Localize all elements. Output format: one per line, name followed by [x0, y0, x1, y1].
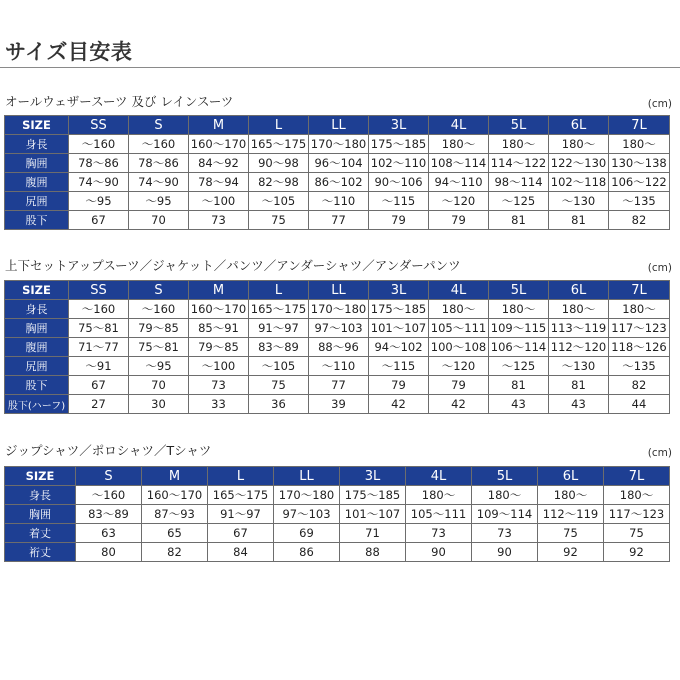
table-cell: ～100: [189, 357, 249, 376]
size-header: S: [129, 281, 189, 300]
size-table-body: [5, 300, 670, 414]
table-cell: ～115: [369, 192, 429, 211]
row-label: 胸囲: [5, 154, 69, 173]
size-corner: SIZE: [5, 467, 76, 486]
table-cell: 180～: [609, 300, 670, 319]
table-cell: 85～91: [189, 319, 249, 338]
table-cell: ～160: [69, 300, 129, 319]
size-header: M: [189, 116, 249, 135]
table-cell: 73: [189, 376, 249, 395]
size-header: L: [249, 281, 309, 300]
table-cell: 79～85: [189, 338, 249, 357]
row-label: 尻囲: [5, 192, 69, 211]
table-cell: 82: [609, 211, 670, 230]
section-title: 上下セットアップスーツ／ジャケット／パンツ／アンダーシャツ／アンダーパンツ: [5, 258, 461, 273]
unit-label: (cm): [647, 447, 672, 459]
size-table: [4, 466, 670, 562]
size-header: 3L: [369, 281, 429, 300]
table-row: [5, 211, 670, 230]
table-cell: 67: [208, 524, 274, 543]
table-cell: 109～115: [489, 319, 549, 338]
unit-label: (cm): [647, 98, 672, 110]
table-cell: 86: [274, 543, 340, 562]
table-cell: 113～119: [549, 319, 609, 338]
table-cell: 83～89: [249, 338, 309, 357]
table-cell: 112～120: [549, 338, 609, 357]
table-cell: 75: [249, 376, 309, 395]
table-cell: 118～126: [609, 338, 670, 357]
table-cell: ～130: [549, 357, 609, 376]
table-cell: 86～102: [309, 173, 369, 192]
table-cell: ～105: [249, 192, 309, 211]
size-header-row: [5, 116, 670, 135]
table-cell: 114～122: [489, 154, 549, 173]
size-table: [4, 280, 670, 414]
table-cell: 97～103: [274, 505, 340, 524]
table-cell: 106～122: [609, 173, 670, 192]
table-cell: 73: [406, 524, 472, 543]
size-header: 5L: [472, 467, 538, 486]
table-cell: 180～: [472, 486, 538, 505]
table-row: [5, 395, 670, 414]
table-row: [5, 338, 670, 357]
table-cell: 90: [472, 543, 538, 562]
table-cell: 165～175: [249, 300, 309, 319]
row-label: 腹囲: [5, 338, 69, 357]
table-cell: 160～170: [189, 135, 249, 154]
table-cell: 180～: [604, 486, 670, 505]
table-cell: 102～118: [549, 173, 609, 192]
table-cell: 180～: [609, 135, 670, 154]
table-cell: 88: [340, 543, 406, 562]
row-label: 身長: [5, 486, 76, 505]
size-header: 6L: [538, 467, 604, 486]
size-header: M: [142, 467, 208, 486]
table-cell: 75: [604, 524, 670, 543]
table-cell: 73: [189, 211, 249, 230]
table-cell: 30: [129, 395, 189, 414]
table-cell: 96～104: [309, 154, 369, 173]
table-cell: 87～93: [142, 505, 208, 524]
table-cell: 180～: [406, 486, 472, 505]
row-label: 身長: [5, 135, 69, 154]
table-row: [5, 543, 670, 562]
size-table: [4, 115, 670, 230]
table-cell: 33: [189, 395, 249, 414]
table-cell: 42: [429, 395, 489, 414]
size-header: 6L: [549, 116, 609, 135]
table-cell: 92: [538, 543, 604, 562]
table-cell: ～120: [429, 192, 489, 211]
table-cell: 75: [538, 524, 604, 543]
size-header: 5L: [489, 281, 549, 300]
table-cell: 79: [369, 376, 429, 395]
size-corner: SIZE: [5, 116, 69, 135]
table-cell: 97～103: [309, 319, 369, 338]
table-cell: 170～180: [309, 300, 369, 319]
section-title: オールウェザースーツ 及び レインスーツ: [5, 94, 234, 109]
size-corner: SIZE: [5, 281, 69, 300]
table-cell: 70: [129, 211, 189, 230]
table-cell: 180～: [429, 135, 489, 154]
table-cell: ～95: [129, 357, 189, 376]
row-label: 股下: [5, 376, 69, 395]
table-cell: 160～170: [189, 300, 249, 319]
table-cell: 75～81: [129, 338, 189, 357]
table-cell: 92: [604, 543, 670, 562]
table-cell: 81: [549, 376, 609, 395]
table-cell: 42: [369, 395, 429, 414]
table-cell: 79: [429, 211, 489, 230]
table-cell: 98～114: [489, 173, 549, 192]
table-cell: 130～138: [609, 154, 670, 173]
table-cell: 84～92: [189, 154, 249, 173]
table-cell: ～110: [309, 357, 369, 376]
table-cell: 175～185: [340, 486, 406, 505]
table-cell: 91～97: [208, 505, 274, 524]
table-cell: 109～114: [472, 505, 538, 524]
size-header: 6L: [549, 281, 609, 300]
table-cell: ～95: [129, 192, 189, 211]
table-cell: 82: [609, 376, 670, 395]
size-header: 7L: [609, 116, 670, 135]
row-label: 股下(ハーフ): [5, 395, 69, 414]
table-cell: 71: [340, 524, 406, 543]
table-cell: 77: [309, 376, 369, 395]
table-cell: 70: [129, 376, 189, 395]
table-cell: 78～86: [69, 154, 129, 173]
table-cell: ～135: [609, 192, 670, 211]
size-header: 5L: [489, 116, 549, 135]
table-cell: ～160: [69, 135, 129, 154]
size-header: L: [208, 467, 274, 486]
table-cell: 108～114: [429, 154, 489, 173]
table-cell: 69: [274, 524, 340, 543]
size-header: 4L: [406, 467, 472, 486]
row-label: 胸囲: [5, 505, 76, 524]
table-cell: 75～81: [69, 319, 129, 338]
table-cell: 88～96: [309, 338, 369, 357]
table-cell: ～105: [249, 357, 309, 376]
table-cell: 170～180: [274, 486, 340, 505]
section-title: ジップシャツ／ポロシャツ／Tシャツ: [5, 443, 212, 458]
table-cell: 84: [208, 543, 274, 562]
table-cell: 100～108: [429, 338, 489, 357]
table-cell: 117～123: [604, 505, 670, 524]
table-cell: 82: [142, 543, 208, 562]
size-header: SS: [69, 281, 129, 300]
table-cell: ～115: [369, 357, 429, 376]
table-cell: 67: [69, 376, 129, 395]
table-cell: ～125: [489, 357, 549, 376]
table-cell: 112～119: [538, 505, 604, 524]
table-cell: 83～89: [76, 505, 142, 524]
table-cell: 81: [489, 376, 549, 395]
table-row: [5, 154, 670, 173]
table-cell: ～160: [129, 300, 189, 319]
table-cell: 27: [69, 395, 129, 414]
table-row: [5, 357, 670, 376]
size-header: 3L: [369, 116, 429, 135]
table-row: [5, 192, 670, 211]
size-header: LL: [309, 281, 369, 300]
size-header: 4L: [429, 116, 489, 135]
row-label: 身長: [5, 300, 69, 319]
table-cell: 101～107: [369, 319, 429, 338]
table-cell: 105～111: [406, 505, 472, 524]
table-row: [5, 505, 670, 524]
size-header: M: [189, 281, 249, 300]
page-title: サイズ目安表: [5, 40, 133, 64]
table-cell: 180～: [549, 135, 609, 154]
unit-label: (cm): [647, 262, 672, 274]
title-divider: [0, 67, 680, 68]
table-cell: ～125: [489, 192, 549, 211]
table-cell: 74～90: [69, 173, 129, 192]
size-header: S: [76, 467, 142, 486]
table-row: [5, 135, 670, 154]
row-label: 腹囲: [5, 173, 69, 192]
table-cell: 78～94: [189, 173, 249, 192]
table-cell: 82～98: [249, 173, 309, 192]
table-cell: ～91: [69, 357, 129, 376]
table-cell: 74～90: [129, 173, 189, 192]
table-cell: 79: [369, 211, 429, 230]
table-row: [5, 319, 670, 338]
size-table-body: [5, 486, 670, 562]
table-cell: 94～110: [429, 173, 489, 192]
table-cell: 67: [69, 211, 129, 230]
table-row: [5, 524, 670, 543]
table-cell: 80: [76, 543, 142, 562]
table-cell: ～110: [309, 192, 369, 211]
table-cell: 81: [489, 211, 549, 230]
table-cell: 170～180: [309, 135, 369, 154]
table-cell: 91～97: [249, 319, 309, 338]
row-label: 股下: [5, 211, 69, 230]
row-label: 尻囲: [5, 357, 69, 376]
table-cell: 94～102: [369, 338, 429, 357]
table-cell: ～95: [69, 192, 129, 211]
row-label: 胸囲: [5, 319, 69, 338]
table-cell: ～135: [609, 357, 670, 376]
size-header: LL: [274, 467, 340, 486]
table-cell: 175～185: [369, 135, 429, 154]
table-cell: 44: [609, 395, 670, 414]
table-cell: 43: [489, 395, 549, 414]
table-cell: 180～: [429, 300, 489, 319]
table-cell: 79: [429, 376, 489, 395]
table-cell: 73: [472, 524, 538, 543]
table-cell: 106～114: [489, 338, 549, 357]
table-cell: 117～123: [609, 319, 670, 338]
size-header-row: [5, 467, 670, 486]
size-header: 4L: [429, 281, 489, 300]
table-cell: 90～98: [249, 154, 309, 173]
size-header: 7L: [604, 467, 670, 486]
table-cell: 180～: [549, 300, 609, 319]
table-cell: 175～185: [369, 300, 429, 319]
table-cell: 90: [406, 543, 472, 562]
table-cell: 180～: [538, 486, 604, 505]
row-label: 着丈: [5, 524, 76, 543]
table-cell: 105～111: [429, 319, 489, 338]
table-row: [5, 173, 670, 192]
size-header: L: [249, 116, 309, 135]
table-cell: ～120: [429, 357, 489, 376]
table-cell: ～100: [189, 192, 249, 211]
table-row: [5, 376, 670, 395]
size-header: 7L: [609, 281, 670, 300]
size-header: S: [129, 116, 189, 135]
table-cell: 36: [249, 395, 309, 414]
table-cell: ～130: [549, 192, 609, 211]
table-cell: 101～107: [340, 505, 406, 524]
table-cell: 122～130: [549, 154, 609, 173]
table-cell: 78～86: [129, 154, 189, 173]
table-cell: 43: [549, 395, 609, 414]
table-cell: 180～: [489, 135, 549, 154]
size-header: LL: [309, 116, 369, 135]
table-cell: 180～: [489, 300, 549, 319]
table-row: [5, 486, 670, 505]
table-cell: 165～175: [208, 486, 274, 505]
table-cell: ～160: [129, 135, 189, 154]
row-label: 裄丈: [5, 543, 76, 562]
table-cell: 75: [249, 211, 309, 230]
table-cell: 160～170: [142, 486, 208, 505]
table-cell: 90～106: [369, 173, 429, 192]
size-header: 3L: [340, 467, 406, 486]
table-cell: 79～85: [129, 319, 189, 338]
table-cell: 165～175: [249, 135, 309, 154]
size-header: SS: [69, 116, 129, 135]
size-header-row: [5, 281, 670, 300]
table-cell: 77: [309, 211, 369, 230]
table-cell: 39: [309, 395, 369, 414]
table-row: [5, 300, 670, 319]
table-cell: 63: [76, 524, 142, 543]
table-cell: 65: [142, 524, 208, 543]
table-cell: 81: [549, 211, 609, 230]
table-cell: ～160: [76, 486, 142, 505]
table-cell: 71～77: [69, 338, 129, 357]
size-table-body: [5, 135, 670, 230]
table-cell: 102～110: [369, 154, 429, 173]
